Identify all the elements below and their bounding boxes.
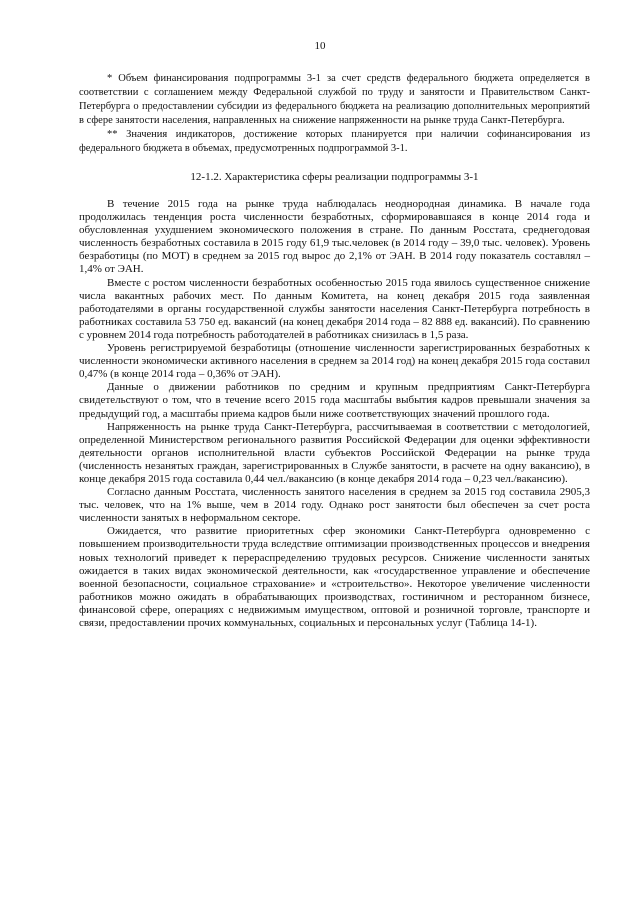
section-title: 12-1.2. Характеристика сферы реализации подпрограммы 3-1: [190, 171, 479, 183]
paragraph-employment: Согласно данным Росстата, численность занятого населения в среднем за 2015 год составила 2905,3 тыс. человек, что на 1% выше, чем в 2014 году. Однако рост занятости был обеспечен за счет роста численности занятых в неформальном секторе.: [79, 486, 590, 525]
paragraph-staff-movement: Данные о движении работников по средним и крупным предприятиям Санкт-Петербурга свидетельствуют о том, что в течение всего 2015 года масштабы выбытия кадров превышали значения за предыдущий год, а масштабы приема кадров были ниже соответствующих значений прошлого года.: [79, 381, 590, 420]
footnote-indicators: ** Значения индикаторов, достижение которых планируется при наличии софинансирования из федерального бюджета в объемах, предусмотренных подпрограммой 3-1.: [79, 129, 590, 154]
page-content: [79, 72, 590, 630]
paragraph-labor-market-dynamics: В течение 2015 года на рынке труда наблюдалась неоднородная динамика. В начале года продолжилась тенденция роста численности безработных, сформировавшаяся в конце 2014 года и обусловленная ухудшением экономического положения в стране. По данным Росстата, среднегодовая численность безработных составила в 2015 году 61,9 тыс.человек (в 2014 году – 39,0 тыс. человек). Уровень безработицы (по МОТ) в среднем за 2015 год вырос до 2,1% от ЭАН. В 2014 году показатель составлял – 1,4% от ЭАН.: [79, 198, 590, 276]
paragraph-forecast: Ожидается, что развитие приоритетных сфер экономики Санкт-Петербурга одновременно с повышением производительности труда вследствие оптимизации производственных процессов и внедрения новых технологий приведет к перераспределению трудовых ресурсов. Снижение численности занятых ожидается в таких видах экономической деятельности, как «государственное управление и обеспечение военной безопасности, социальное страхование» и «строительство». Некоторое увеличение численности работников можно ожидать в обрабатывающих производствах, гостиничном и ресторанном бизнесе, финансовой сфере, операциях с недвижимым имуществом, оптовой и розничной торговле, транспорте и связи, предоставлении прочих коммунальных, социальных и персональных услуг (Таблица 14-1).: [79, 525, 590, 629]
paragraph-vacancies: Вместе с ростом численности безработных особенностью 2015 года явилось существенное снижение числа вакантных рабочих мест. По данным Комитета, на конец декабря 2015 года заявленная работодателями в органы государственной службы занятости населения Санкт-Петербурга потребность в работниках составила 53 750 ед. вакансий (на конец декабря 2014 года – 82 888 ед. вакансий). По сравнению с уровнем 2014 года потребность работодателей в работниках снизилась в 1,5 раза.: [79, 276, 590, 341]
paragraph-labor-tension: Напряженность на рынке труда Санкт-Петербурга, рассчитываемая в соответствии с методологией, определенной Министерством регионального развития Российской Федерации для оценки эффективности деятельности органов исполнительной власти субъектов Российской Федерации на рынке труда (численность незанятых граждан, зарегистрированных в Службе занятости, в расчете на одну вакансию), в конце декабря 2015 года составила 0,44 чел./вакансию (в конце декабря 2014 года – 0,23 чел./вакансию).: [79, 420, 590, 485]
footnote-financing: * Объем финансирования подпрограммы 3-1 за счет средств федерального бюджета определяется в соответствии с соглашением между Федеральной службой по труду и занятости и Правительством Санкт-Петербурга о предоставлении субсидии из федерального бюджета на реализацию дополнительных мероприятий в сфере занятости населения, направленных на снижение напряженности на рынке труда Санкт-Петербурга.: [79, 73, 590, 126]
paragraph-registered-unemployment: Уровень регистрируемой безработицы (отношение численности зарегистрированных безработных к численности экономически активного населения в среднем за 2014 год) на конец декабря 2015 года составил 0,47% (в конце 2014 года – 0,36% от ЭАН).: [79, 342, 590, 381]
page-number: 10: [314, 40, 326, 52]
